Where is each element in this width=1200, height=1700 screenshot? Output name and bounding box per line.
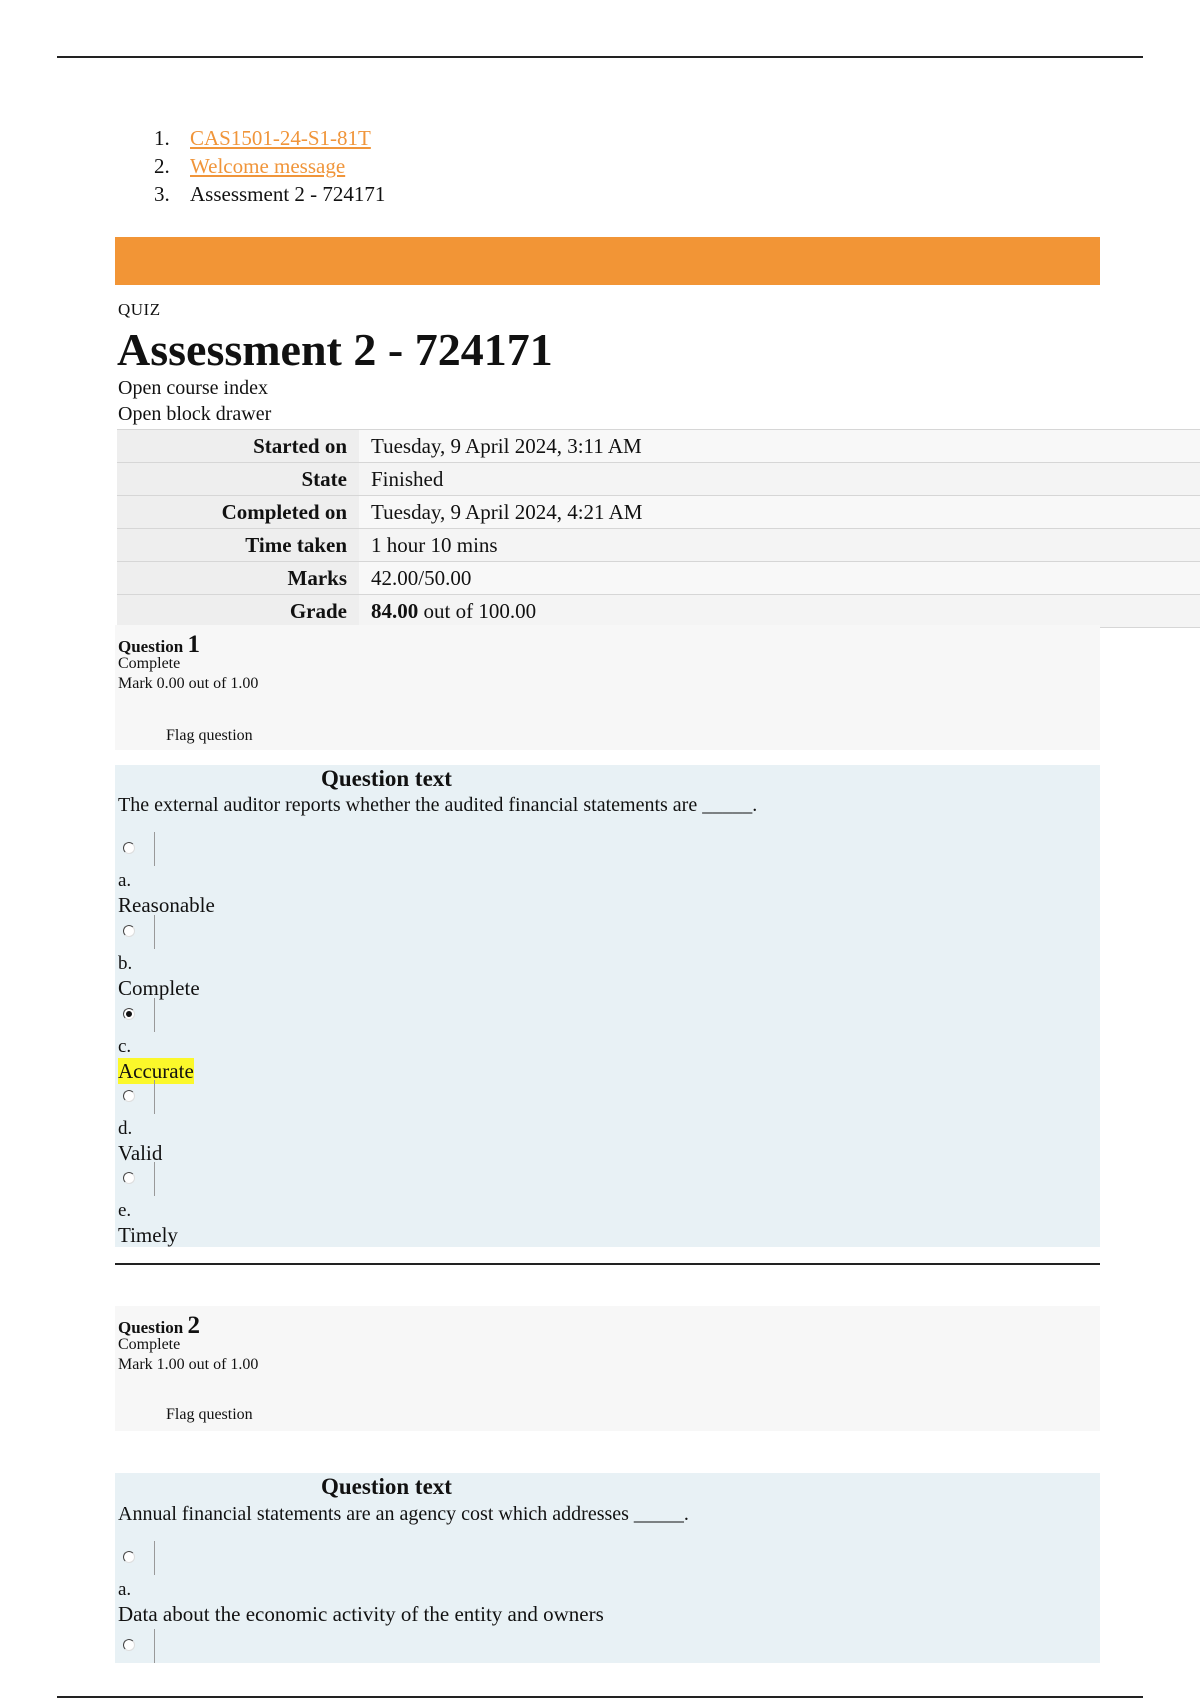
- question-mark: Mark 0.00 out of 1.00: [118, 675, 259, 692]
- summary-value: 42.00/50.00: [359, 562, 1200, 595]
- question-separator: [115, 1263, 1100, 1265]
- activity-type-label: QUIZ: [118, 300, 161, 319]
- summary-value: 1 hour 10 mins: [359, 529, 1200, 562]
- radio-button[interactable]: [123, 1172, 135, 1184]
- option-letter: e.: [118, 1200, 132, 1221]
- page-bottom-rule: [57, 1696, 1143, 1698]
- radio-button[interactable]: [123, 842, 135, 854]
- option-answer: Reasonable: [118, 893, 215, 917]
- summary-row: [117, 529, 1200, 562]
- summary-row: [117, 430, 1200, 463]
- question-number: Question 2: [118, 1312, 200, 1339]
- breadcrumb-item: 2. Welcome message: [154, 154, 346, 178]
- radio-button[interactable]: [123, 925, 135, 937]
- option-answer: Valid: [118, 1141, 163, 1165]
- breadcrumb-link-course[interactable]: CAS1501-24-S1-81T: [190, 126, 371, 150]
- option-letter: a.: [118, 870, 132, 891]
- summary-label: Marks: [117, 562, 359, 595]
- summary-value: Tuesday, 9 April 2024, 4:21 AM: [359, 496, 1200, 529]
- question-state: Complete: [118, 1336, 181, 1353]
- summary-row: [117, 496, 1200, 529]
- breadcrumb-link-welcome[interactable]: Welcome message: [190, 154, 346, 178]
- open-block-drawer-link[interactable]: Open block drawer: [118, 403, 272, 425]
- summary-value: Finished: [359, 463, 1200, 496]
- grade-out-of: out of 100.00: [418, 598, 537, 623]
- option-letter: d.: [118, 1118, 133, 1139]
- question-text-heading: Question text: [321, 1474, 452, 1499]
- header-banner: [115, 237, 1100, 285]
- summary-value: [359, 595, 1200, 628]
- breadcrumb: [140, 124, 385, 208]
- option-letter: b.: [118, 953, 133, 974]
- summary-label: Grade: [117, 595, 359, 628]
- breadcrumb-current: Assessment 2 - 724171: [190, 182, 386, 206]
- radio-button[interactable]: [123, 1551, 135, 1563]
- option-answer: Data about the economic activity of the entity and owners: [118, 1602, 604, 1626]
- question-content: [115, 765, 1100, 1247]
- breadcrumb-item: 1. CAS1501-24-S1-81T: [154, 126, 371, 150]
- open-course-index-link[interactable]: Open course index: [118, 377, 268, 399]
- question-content: [115, 1473, 1100, 1663]
- radio-button-selected[interactable]: [123, 1008, 135, 1020]
- option-answer: Complete: [118, 976, 200, 1000]
- summary-label: State: [117, 463, 359, 496]
- question-mark: Mark 1.00 out of 1.00: [118, 1356, 259, 1373]
- summary-row: [117, 595, 1200, 628]
- grade-value: 84.00: [371, 598, 419, 623]
- summary-row: [117, 562, 1200, 595]
- option-letter: a.: [118, 1579, 132, 1600]
- summary-label: Completed on: [117, 496, 359, 529]
- question-info: [115, 625, 1100, 750]
- question-info: [115, 1306, 1100, 1431]
- breadcrumb-item: 3. Assessment 2 - 724171: [154, 182, 386, 206]
- radio-button[interactable]: [123, 1090, 135, 1102]
- attempt-summary-table: [117, 429, 1200, 628]
- question-text-heading: Question text: [321, 766, 452, 791]
- option-letter: c.: [118, 1036, 132, 1057]
- summary-value: Tuesday, 9 April 2024, 3:11 AM: [359, 430, 1200, 463]
- summary-label: Started on: [117, 430, 359, 463]
- flag-question-button[interactable]: Flag question: [166, 1406, 253, 1423]
- question-state: Complete: [118, 655, 181, 672]
- question-text: The external auditor reports whether the audited financial statements are _____.: [118, 794, 758, 816]
- page-top-rule: [57, 56, 1143, 58]
- question-number: Question 1: [118, 631, 200, 658]
- summary-row: [117, 463, 1200, 496]
- radio-button[interactable]: [123, 1639, 135, 1651]
- question-text: Annual financial statements are an agency cost which addresses _____.: [118, 1503, 689, 1525]
- page-title: Assessment 2 - 724171: [117, 324, 553, 375]
- option-answer-highlighted: Accurate: [118, 1059, 194, 1083]
- flag-question-button[interactable]: Flag question: [166, 727, 253, 744]
- option-answer: Timely: [118, 1223, 178, 1247]
- summary-label: Time taken: [117, 529, 359, 562]
